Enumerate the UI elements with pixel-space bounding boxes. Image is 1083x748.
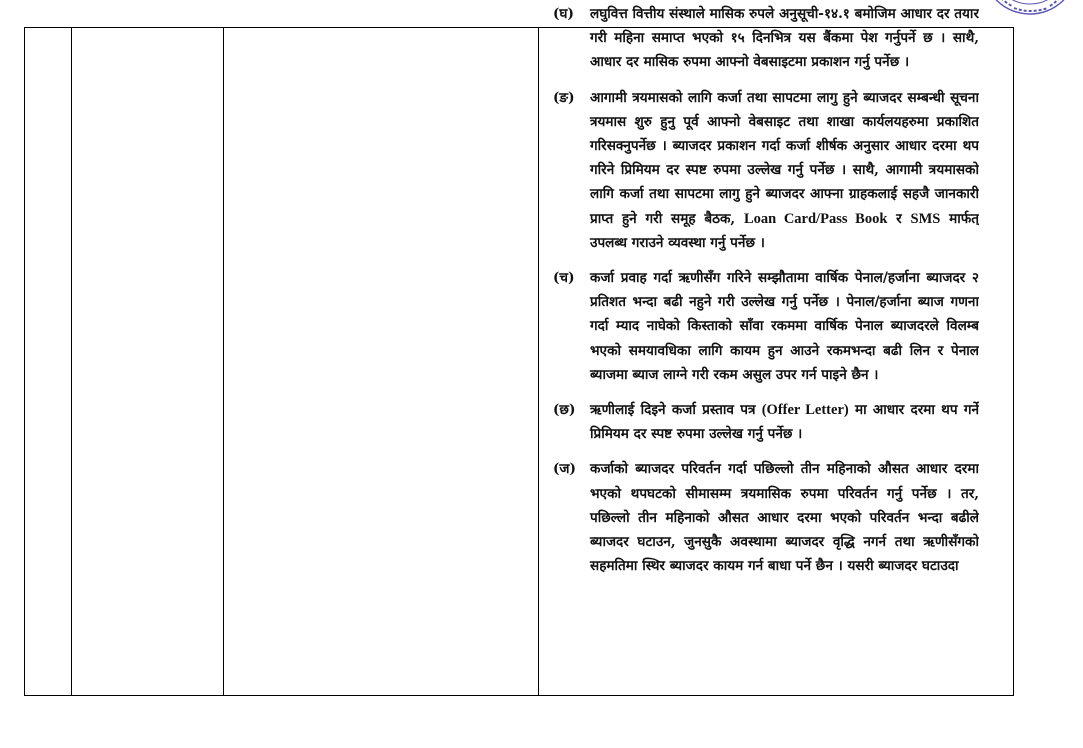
clause-ja (553, 457, 979, 578)
clause-text: आगामी त्रयमासको लागि कर्जा तथा सापटमा लागु हुने ब्याजदर सम्बन्धी सूचना त्रयमास शुरु हुनु पूर्व आफ्नो वेबसाइट तथा शाखा कार्यलयहरुमा प्रकाशित गरिसक्नुपर्नेछ । ब्याजदर प्रकाशन गर्दा कर्जा शीर्षक अनुसार आधार दरमा थप गरिने प्रिमियम दर स्पष्ट रुपमा उल्लेख गर्नु पर्नेछ । साथै, आगामी त्रयमासको लागि कर्जा तथा सापटमा लागु हुने ब्याजदर आफ्ना ग्राहकलाई सहजै जानकारी प्राप्त हुने गरी समूह बैठक, (590, 89, 979, 227)
directive-text-cell (553, 2, 979, 668)
clause-latin-text: SMS (910, 210, 941, 227)
official-seal-icon (968, 0, 1083, 42)
clause-latin-text: (Offer Letter) (761, 402, 849, 419)
clause-chha (553, 398, 979, 446)
clause-text: लघुवित्त वित्तीय संस्थाले मासिक रुपले अनुसूची-१४.१ बमोजिम आधार दर तयार गरी महिना समाप्त भएको १५ दिनभित्र यस बैंकमा पेश गर्नुपर्ने छ । साथै, आधार दर मासिक रुपमा आफ्नो वेबसाइटमा प्रकाशन गर्नु पर्नेछ । (590, 6, 979, 71)
clause-text: मा आधार दरमा थप गर्ने प्रिमियम दर स्पष्ट रुपमा उल्लेख गर्नु पर्नेछ । (590, 402, 979, 443)
clause-marker: (ज) (553, 461, 576, 478)
column-divider-3 (538, 28, 539, 695)
column-divider-2 (223, 28, 224, 695)
clause-text: र (896, 210, 902, 227)
clause-nga (553, 86, 979, 255)
clause-marker: (च) (553, 270, 575, 287)
clause-marker: (छ) (553, 402, 576, 419)
clause-text: कर्जाको ब्याजदर परिवर्तन गर्दा पछिल्लो तीन महिनाको औसत आधार दरमा भएको थपघटको सीमासम्म त्रयमासिक रुपमा परिवर्तन गर्नु पर्नेछ । तर, पछिल्लो तीन महिनाको औसत आधार दरमा भएको परिवर्तन भन्दा बढीले ब्याजदर घटाउन, जुनसुकै अवस्थामा ब्याजदर वृद्धि नगर्न तथा ऋणीसँगको सहमतिमा स्थिर ब्याजदर कायम गर्न बाधा पर्ने छैन । यसरी ब्याजदर घटाउदा (590, 461, 979, 575)
clause-cha (553, 266, 979, 387)
column-divider-1 (71, 28, 72, 695)
clause-text: कर्जा प्रवाह गर्दा ऋणीसँग गरिने सम्झौतामा वार्षिक पेनाल/हर्जाना ब्याजदर २ प्रतिशत भन्दा बढी नहुने गरी उल्लेख गर्नु पर्नेछ । पेनाल/हर्जाना ब्याज गणना गर्दा म्याद नाघेको किस्ताको साँवा रकममा वार्षिक पेनाल ब्याजदरले विलम्ब भएको समयावधिका लागि कायम हुन आउने रकमभन्दा बढी लिन र पेनाल ब्याजमा ब्याज लाग्ने गरी रकम असुल उपर गर्न पाइने छैन । (590, 270, 979, 383)
clause-marker: (ङ) (553, 89, 575, 106)
clause-marker: (घ) (553, 6, 574, 22)
clause-text: ऋणीलाई दिइने कर्जा प्रस्ताव पत्र (590, 402, 756, 419)
clause-latin-text: Loan Card/Pass Book (743, 210, 888, 227)
clause-gha (553, 2, 979, 75)
clause-text: मार्फत् उपलब्ध गराउने व्यवस्था गर्नु पर्नेछ । (590, 210, 979, 251)
